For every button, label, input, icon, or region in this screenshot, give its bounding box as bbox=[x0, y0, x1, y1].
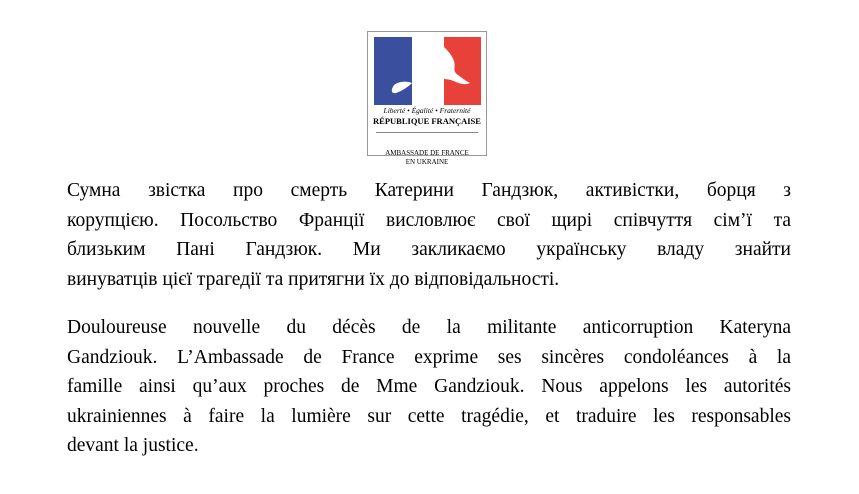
statement-french bbox=[67, 313, 791, 461]
statement-uk-line: близьким Пані Гандзюк. Ми закликаємо українську владу знайти bbox=[67, 239, 791, 260]
statement-uk-line: винуватців цієї трагедії та притягни їх до відповідальності. bbox=[67, 268, 560, 290]
statement-fr-line: Gandziouk. L’Ambassade de France exprime ses sincères condoléances à la bbox=[67, 346, 791, 368]
motto-text: Liberté • Égalité • Fraternité bbox=[383, 106, 471, 115]
marianne-flag-icon bbox=[374, 37, 481, 105]
embassy-line-2: EN UKRAINE bbox=[405, 158, 449, 166]
statement-fr-line: devant la justice. bbox=[67, 435, 199, 456]
logo-divider bbox=[376, 132, 478, 133]
statement-ukrainian bbox=[67, 176, 791, 294]
statement-fr-line: ukrainiennes à faire la lumière sur cette tragédie, et traduire les responsables bbox=[67, 405, 791, 427]
embassy-line-1: AMBASSADE DE FRANCE bbox=[385, 149, 469, 157]
statement-uk-line: корупцією. Посольство Франції висловлює свої щирі співчуття сім’ї та bbox=[67, 209, 791, 231]
statement-uk-line: Сумна звістка про смерть Катерини Гандзюк, активістки, борця з bbox=[67, 180, 791, 201]
embassy-name bbox=[368, 149, 486, 167]
statement-fr-line: Douloureuse nouvelle du décès de la militante anticorruption Kateryna bbox=[67, 317, 791, 338]
embassy-logo bbox=[367, 31, 487, 166]
statement-fr-line: famille ainsi qu’aux proches de Mme Gandziouk. Nous appelons les autorités bbox=[67, 376, 791, 397]
republic-title: RÉPUBLIQUE FRANÇAISE bbox=[373, 116, 481, 126]
